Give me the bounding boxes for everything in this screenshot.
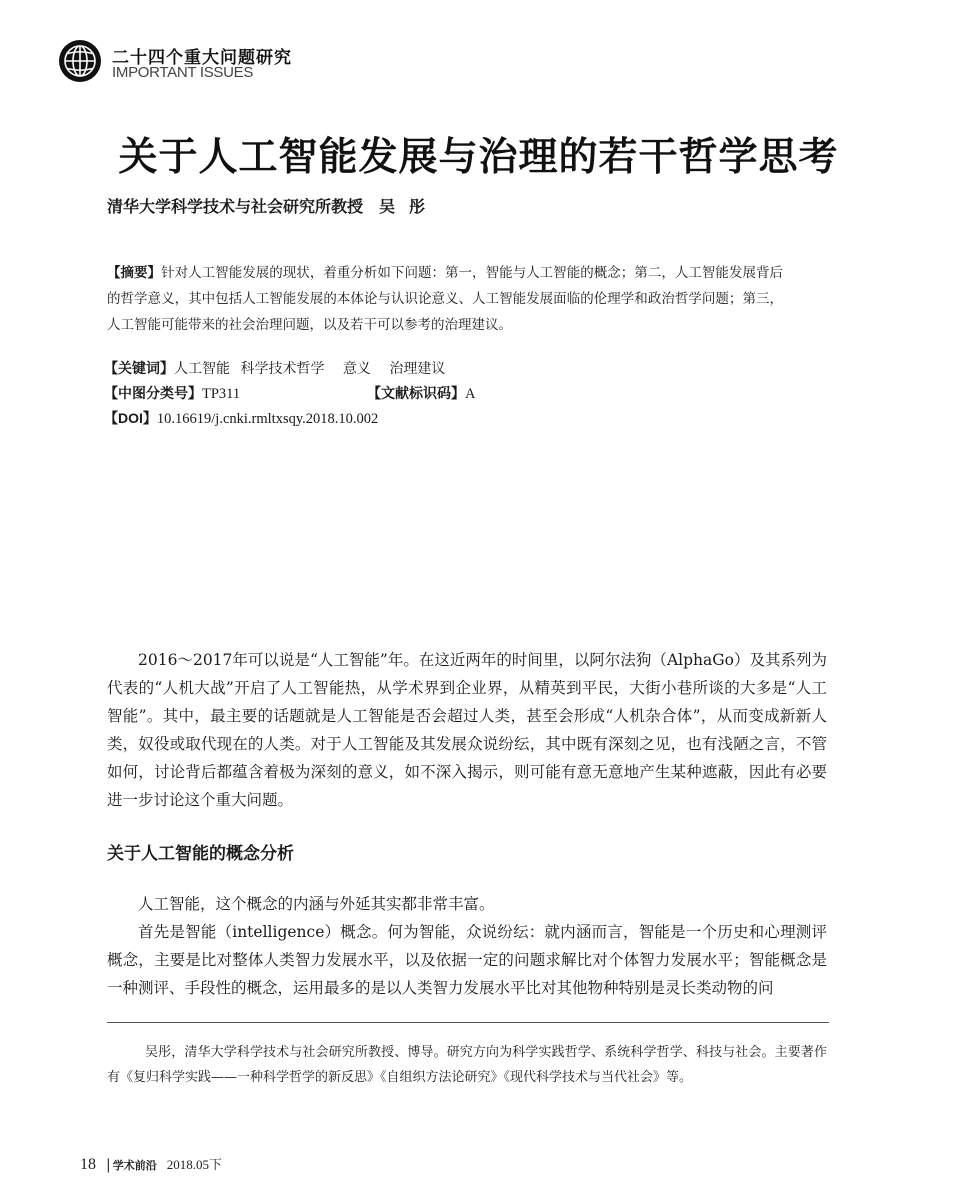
page-footer [80,1154,222,1174]
author-name: 吴彤 [379,197,440,216]
keywords [104,358,445,378]
clc-value: TP311 [202,386,241,402]
doi [104,408,378,428]
body-paragraph: 首先是智能（intelligence）概念。何为智能，众说纷纭：就内涵而言，智能是一个历史和心理测评概念，主要是比对整体人类智力发展水平，以及依据一定的问题求解比对个体智力发展水平；智能概念是一种测评、手段性的概念，运用最多的是以人类智力发展水平比对其他物种特别是灵长类动物的问 [107,923,827,997]
doc-code-label: 【文献标识码】 [367,385,465,401]
keyword-item: 科学技术哲学 [240,361,325,377]
footer-divider: | [106,1157,111,1173]
page-number: 18 [80,1156,96,1173]
abstract-text: 针对人工智能发展的现状，着重分析如下问题：第一，智能与人工智能的概念；第二，人工智能发展背后的哲学意义，其中包括人工智能发展的本体论与认识论意义、人工智能发展面临的伦理学和政治哲学问题；第三，人工智能可能带来的社会治理问题，以及若干可以参考的治理建议。 [107,265,784,333]
clc-label: 【中图分类号】 [104,385,202,401]
byline [107,194,439,217]
body-paragraph: 人工智能，这个概念的内涵与外延其实都非常丰富。 [138,895,495,913]
classification [104,383,240,403]
keywords-label: 【关键词】 [104,360,174,376]
doi-label: 【DOI】 [104,410,157,426]
document-code [367,383,475,403]
doi-value: 10.16619/j.cnki.rmltxsqy.2018.10.002 [156,411,379,427]
keyword-item: 意义 [342,361,371,377]
journal-name: 学术前沿 [112,1159,157,1172]
column-subtitle: IMPORTANT ISSUES [112,64,254,81]
intro-paragraph: 2016～2017年可以说是“人工智能”年。在这近两年的时间里，以阿尔法狗（AlphaGo）及其系列为代表的“人机大战”开启了人工智能热，从学术界到企业界，从精英到平民，大街小巷所谈的大多是“人工智能”。其中，最主要的话题就是人工智能是否会超过人类，甚至会形成“人机杂合体”，从而变成新新人类，奴役或取代现在的人类。对于人工智能及其发展众说纷纭，其中既有深刻之见，也有浅陋之言，不管如何，讨论背后都蕴含着极为深刻的意义，如不深入揭示，则可能有意无意地产生某种遮蔽，因此有必要进一步讨论这个重大问题。 [107,651,827,809]
keyword-item: 治理建议 [389,361,446,377]
column-title: 二十四个重大问题研究 [112,48,292,68]
globe-icon [58,39,102,83]
author-footnote: 吴彤，清华大学科学技术与社会研究所教授、博导。研究方向为科学实践哲学、系统科学哲学、科技与社会。主要著作有《复归科学实践——一种科学哲学的新反思》《自组织方法论研究》《现代科学技术与当代社会》等。 [107,1045,827,1085]
issue-label: 2018.05下 [166,1157,222,1172]
abstract [107,260,783,338]
author-affiliation: 清华大学科学技术与社会研究所教授 [107,197,364,216]
abstract-label: 【摘要】 [107,265,162,280]
section-heading: 关于人工智能的概念分析 [107,844,294,863]
footnote-divider [107,1022,829,1023]
doc-code-value: A [465,386,476,402]
article-title: 关于人工智能发展与治理的若干哲学思考 [118,134,839,180]
keyword-item: 人工智能 [174,361,230,377]
